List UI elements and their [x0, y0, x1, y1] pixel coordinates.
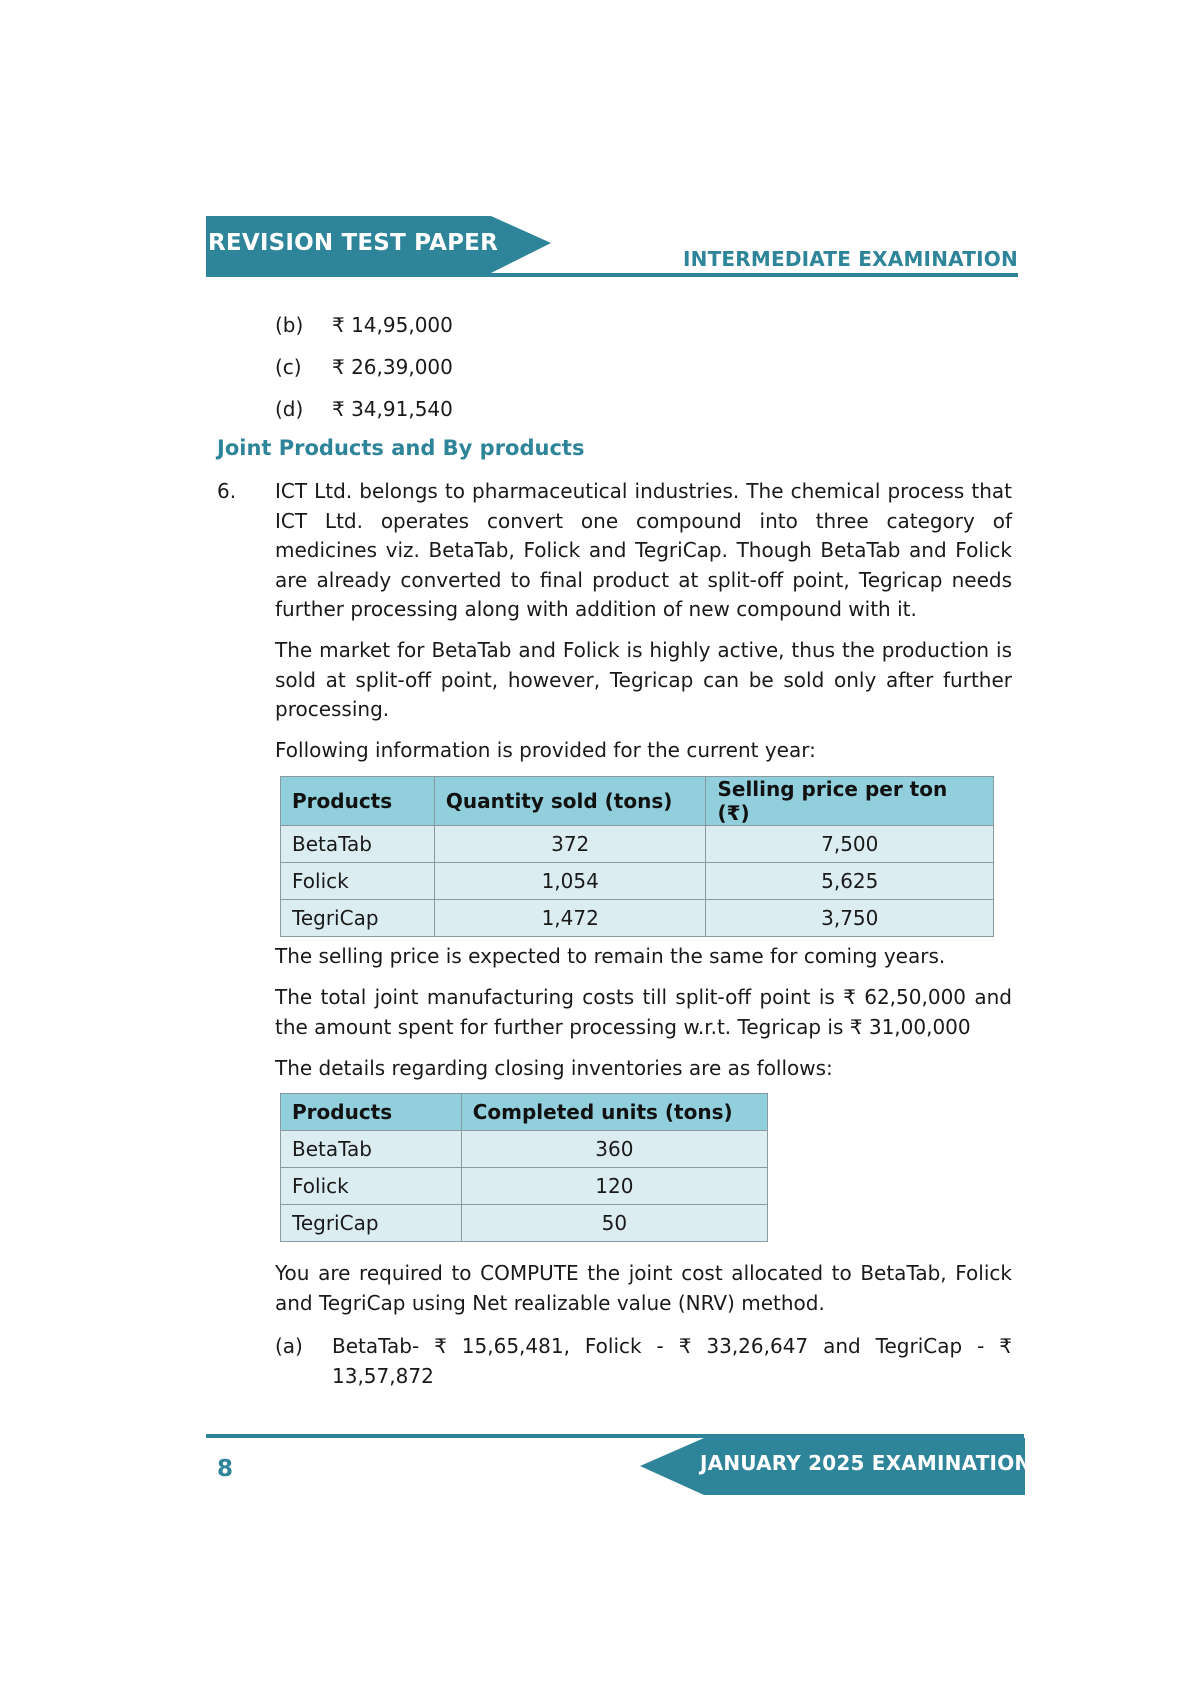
- option-b-value: ₹ 14,95,000: [332, 313, 453, 337]
- table-cell: 1,472: [434, 900, 706, 937]
- sales-table: [280, 776, 994, 937]
- table-row: [281, 1205, 768, 1242]
- header-right-title: INTERMEDIATE EXAMINATION: [683, 247, 1018, 271]
- option-d-value: ₹ 34,91,540: [332, 397, 453, 421]
- header-left-title: REVISION TEST PAPER: [208, 230, 498, 256]
- section-heading: Joint Products and By products: [217, 436, 585, 460]
- question-paragraph-6: The details regarding closing inventories are as follows:: [275, 1056, 833, 1080]
- table-cell: 120: [461, 1168, 767, 1205]
- table-cell: Folick: [281, 1168, 462, 1205]
- page-number: 8: [217, 1456, 234, 1482]
- option-d-label: (d): [275, 397, 304, 421]
- table-header-cell: Completed units (tons): [461, 1094, 767, 1131]
- table-cell: BetaTab: [281, 1131, 462, 1168]
- option-c-label: (c): [275, 355, 302, 379]
- option-b-label: (b): [275, 313, 304, 337]
- table-row: [281, 1168, 768, 1205]
- question-paragraph-2: The market for BetaTab and Folick is highly active, thus the production is sold at split-off point, however, Tegricap can be sold only after further processing.: [275, 638, 1012, 721]
- table-cell: 50: [461, 1205, 767, 1242]
- question-paragraph-4: The selling price is expected to remain the same for coming years.: [275, 944, 946, 968]
- table-row: [281, 863, 994, 900]
- table-cell: 372: [434, 826, 706, 863]
- question-paragraph-5: The total joint manufacturing costs till split-off point is ₹ 62,50,000 and the amount spent for further processing w.r.t. Tegricap is ₹ 31,00,000: [275, 985, 1012, 1039]
- table-header-cell: Products: [281, 777, 435, 826]
- header-rule: [206, 273, 1018, 277]
- table-cell: Folick: [281, 863, 435, 900]
- table-header-row: [281, 777, 994, 826]
- table-cell: TegriCap: [281, 1205, 462, 1242]
- table-row: [281, 900, 994, 937]
- table-row: [281, 826, 994, 863]
- table-header-cell: Quantity sold (tons): [434, 777, 706, 826]
- option-a-label: (a): [275, 1334, 303, 1358]
- table-cell: BetaTab: [281, 826, 435, 863]
- option-c-value: ₹ 26,39,000: [332, 355, 453, 379]
- table-cell: 7,500: [706, 826, 994, 863]
- table-cell: 360: [461, 1131, 767, 1168]
- table-header-cell: Selling price per ton (₹): [706, 777, 994, 826]
- inventory-table: [280, 1093, 768, 1242]
- table-cell: 1,054: [434, 863, 706, 900]
- question-paragraph-7: You are required to COMPUTE the joint cost allocated to BetaTab, Folick and TegriCap using Net realizable value (NRV) method.: [275, 1261, 1012, 1315]
- option-a-text: BetaTab- ₹ 15,65,481, Folick - ₹ 33,26,647 and TegriCap - ₹ 13,57,872: [332, 1334, 1012, 1388]
- table-header-row: [281, 1094, 768, 1131]
- table-cell: 3,750: [706, 900, 994, 937]
- question-number: 6.: [217, 479, 237, 503]
- table-row: [281, 1131, 768, 1168]
- table-cell: TegriCap: [281, 900, 435, 937]
- question-paragraph-1: ICT Ltd. belongs to pharmaceutical industries. The chemical process that ICT Ltd. operates convert one compound into three category of medicines viz. BetaTab, Folick and TegriCap. Though BetaTab and Folick are already converted to final product at split-off point, Tegricap needs further processing along with addition of new compound with it.: [275, 479, 1012, 621]
- table-header-cell: Products: [281, 1094, 462, 1131]
- table-cell: 5,625: [706, 863, 994, 900]
- footer-exam-title: JANUARY 2025 EXAMINATION: [700, 1451, 1032, 1475]
- question-paragraph-3: Following information is provided for the current year:: [275, 738, 816, 762]
